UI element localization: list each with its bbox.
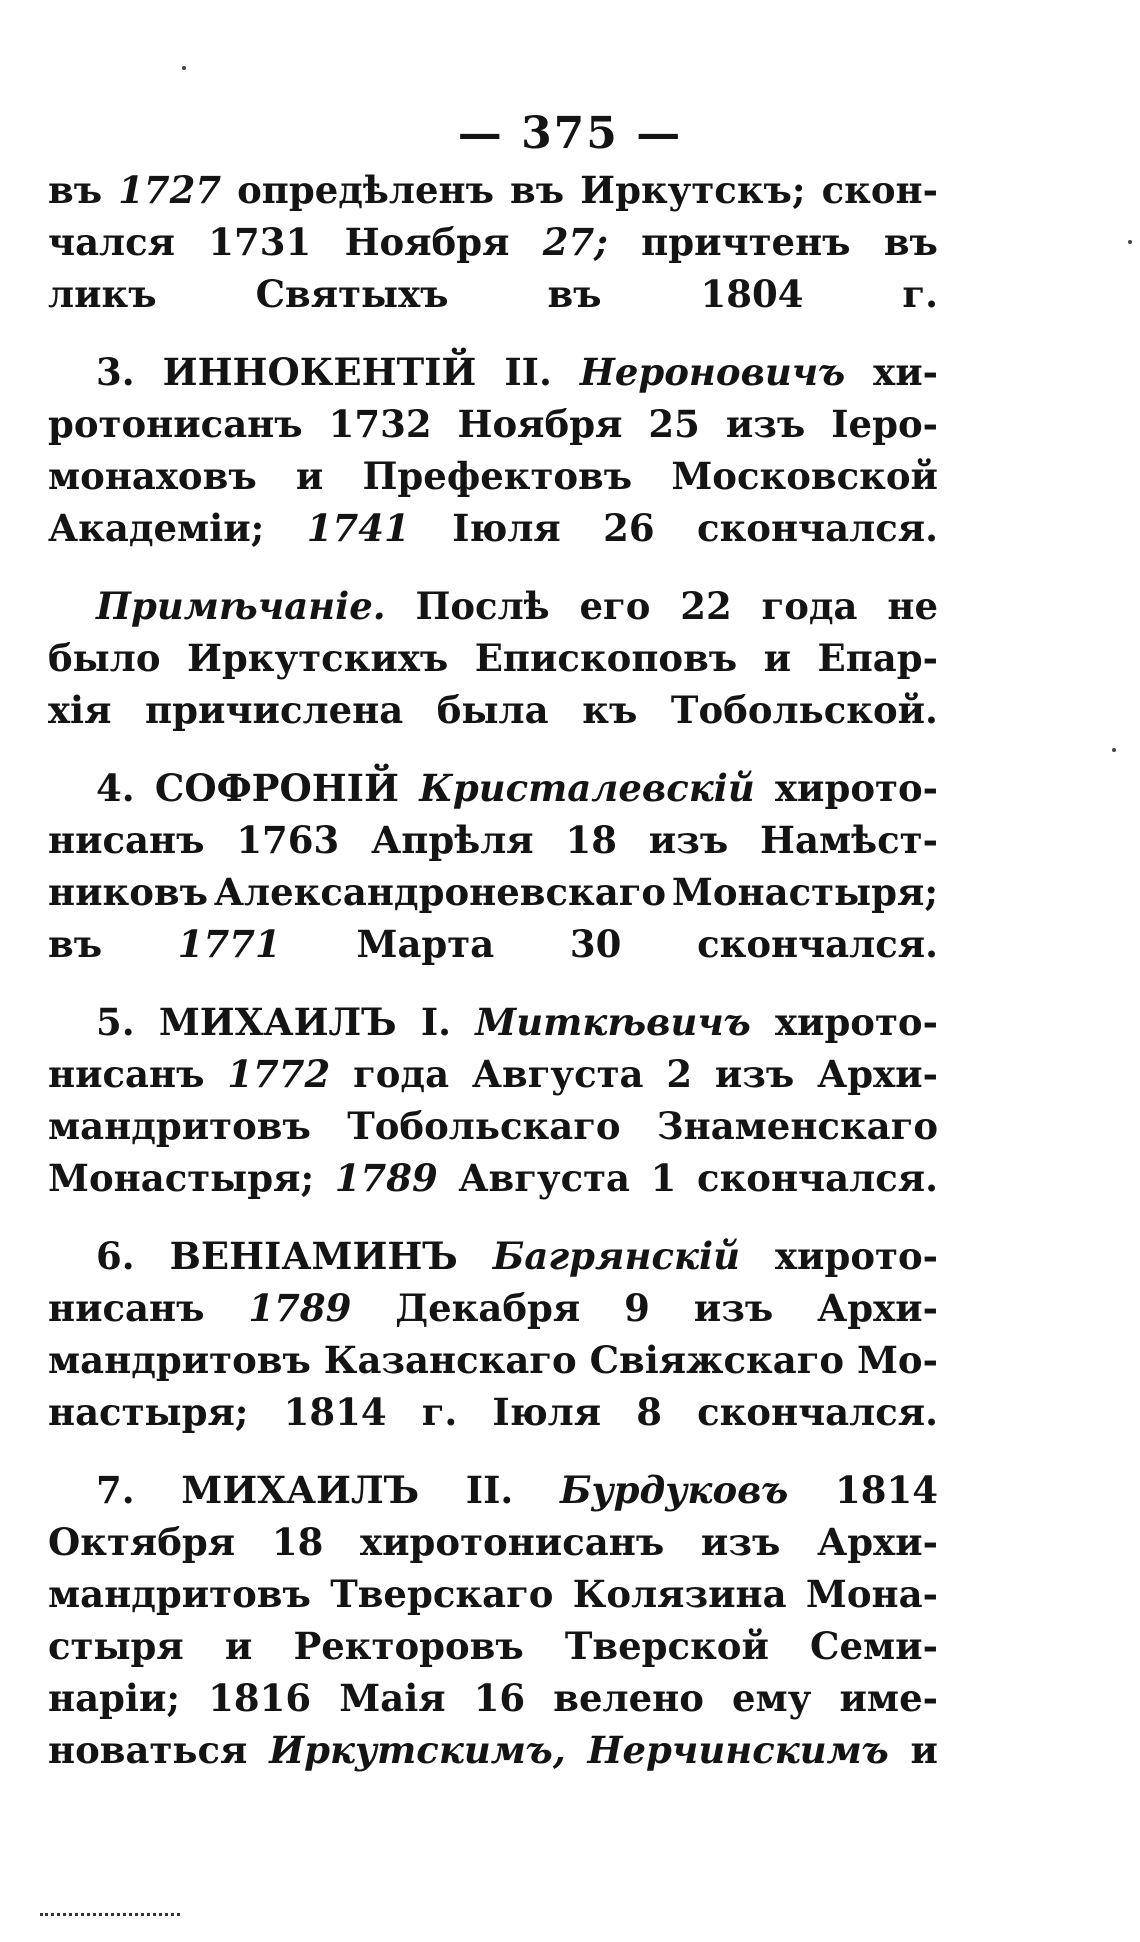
word: I.: [420, 1000, 452, 1044]
word: его: [579, 584, 651, 628]
word: ИННОКЕНТІЙ: [162, 350, 477, 394]
word: наріи;: [48, 1676, 181, 1720]
text-line: [48, 168, 938, 220]
word: Марта: [356, 922, 495, 966]
word: СОФРОНІЙ: [154, 766, 399, 810]
word: Колязина: [572, 1572, 787, 1616]
word: 16: [473, 1676, 526, 1720]
text-line: [48, 1624, 938, 1676]
word: новаться: [48, 1728, 248, 1772]
word: 6.: [96, 1234, 135, 1278]
word: скон-: [821, 168, 938, 212]
word: г.: [902, 272, 938, 316]
print-speck: [1112, 748, 1116, 752]
word: ротонисанъ: [48, 402, 303, 446]
footer-rule: [40, 1909, 180, 1916]
word: Намѣст-: [760, 818, 938, 862]
text-line: [48, 402, 938, 454]
word: Префектовъ: [362, 454, 633, 498]
text-line: [48, 1104, 938, 1156]
word: причтенъ: [641, 220, 851, 264]
word: 1: [650, 1156, 677, 1200]
word: Московской: [671, 454, 938, 498]
word: нисанъ: [48, 818, 205, 862]
word: и: [224, 1624, 253, 1668]
word: изъ: [725, 402, 806, 446]
word: Послѣ: [415, 584, 550, 628]
word: Миткѣвичъ: [475, 1000, 751, 1044]
word: МИХАИЛЪ: [158, 1000, 397, 1044]
word: опредѣленъ: [237, 168, 495, 212]
word: никовъ: [48, 870, 209, 914]
text-line: [48, 1234, 938, 1286]
word: и: [910, 1728, 938, 1772]
word: 4.: [96, 766, 135, 810]
word: нисанъ: [48, 1286, 205, 1330]
word: Нерчинскимъ: [587, 1728, 889, 1772]
word: и: [763, 636, 792, 680]
word: Октября: [48, 1520, 236, 1564]
word: Академіи;: [48, 506, 265, 550]
word: мандритовъ: [48, 1572, 311, 1616]
word: Казанскаго: [323, 1338, 577, 1382]
word: 8: [636, 1390, 662, 1434]
word: Тобольскаго: [347, 1104, 621, 1148]
word: Тверскаго: [330, 1572, 554, 1616]
print-speck: [182, 66, 186, 70]
text-line: [48, 636, 938, 688]
word: ВЕНІАМИНЪ: [169, 1234, 458, 1278]
paragraph: [48, 584, 938, 740]
text-line: [48, 1156, 938, 1208]
word: Иркутскимъ,: [269, 1728, 566, 1772]
word: въ: [510, 168, 565, 212]
word: Мона-: [805, 1572, 938, 1616]
body-text: [48, 168, 938, 1806]
word: стыря: [48, 1624, 184, 1668]
word: 1771: [177, 922, 281, 966]
text-line: [48, 1676, 938, 1728]
word: изъ: [648, 818, 729, 862]
word: 18: [565, 818, 617, 862]
word: къ: [582, 688, 638, 732]
word: Нероновичъ: [579, 350, 846, 394]
word: 27;: [542, 220, 608, 264]
word: въ: [883, 220, 938, 264]
word: хиротонисанъ: [360, 1520, 665, 1564]
word: года: [761, 584, 858, 628]
word: Ректоровъ: [293, 1624, 524, 1668]
word: 26: [603, 506, 655, 550]
word: мандритовъ: [48, 1104, 311, 1148]
print-speck: [1128, 240, 1132, 244]
word: въ: [547, 272, 602, 316]
word: скончался.: [697, 1156, 938, 1200]
word: ему: [732, 1676, 812, 1720]
word: Архи-: [817, 1286, 938, 1330]
word: монаховъ: [48, 454, 257, 498]
text-line: [48, 870, 938, 922]
word: име-: [839, 1676, 938, 1720]
word: 22: [680, 584, 732, 628]
paragraph: [48, 1000, 938, 1208]
word: Мо-: [856, 1338, 938, 1382]
text-line: [48, 1728, 938, 1780]
word: скончался.: [697, 1390, 938, 1434]
word: Іюля: [492, 1390, 602, 1434]
word: Декабря: [395, 1286, 581, 1330]
word: 1731: [208, 220, 312, 264]
word: Ноября: [457, 402, 623, 446]
word: Примѣчаніе.: [96, 584, 386, 628]
word: хи-: [873, 350, 938, 394]
word: хирото-: [774, 766, 938, 810]
word: Знаменскаго: [656, 1104, 938, 1148]
word: 5.: [96, 1000, 135, 1044]
word: была: [436, 688, 549, 732]
word: Бурдуковъ: [559, 1468, 789, 1512]
text-line: [48, 1286, 938, 1338]
word: Святыхъ: [255, 272, 449, 316]
word: года: [353, 1052, 450, 1096]
word: II.: [504, 350, 552, 394]
word: Іюля: [452, 506, 561, 550]
word: изъ: [700, 1520, 781, 1564]
text-line: [48, 1338, 938, 1390]
word: мандритовъ: [48, 1338, 311, 1382]
word: не: [887, 584, 938, 628]
text-line: [48, 1390, 938, 1442]
word: Епар-: [817, 636, 938, 680]
word: Тобольской.: [670, 688, 938, 732]
word: скончался.: [697, 506, 938, 550]
word: 1816: [208, 1676, 312, 1720]
word: изъ: [714, 1052, 795, 1096]
paragraph: [48, 168, 938, 324]
word: Монастыря;: [671, 870, 938, 914]
word: Архи-: [817, 1052, 938, 1096]
word: Свіяжскаго: [589, 1338, 845, 1382]
word: 1789: [248, 1286, 352, 1330]
word: МИХАИЛЪ: [181, 1468, 420, 1512]
word: въ: [48, 922, 103, 966]
text-line: [48, 1572, 938, 1624]
text-line: [48, 506, 938, 558]
word: Иркутскъ;: [580, 168, 806, 212]
word: Епископовъ: [474, 636, 738, 680]
word: 1772: [227, 1052, 331, 1096]
text-line: [48, 454, 938, 506]
word: Августа: [458, 1156, 631, 1200]
word: Тверской: [564, 1624, 769, 1668]
word: хія: [48, 688, 112, 732]
word: въ: [48, 168, 103, 212]
word: 1727: [118, 168, 222, 212]
paragraph: [48, 766, 938, 974]
text-line: [48, 818, 938, 870]
word: Монастыря;: [48, 1156, 315, 1200]
word: ликъ: [48, 272, 157, 316]
word: чался: [48, 220, 176, 264]
word: II.: [465, 1468, 514, 1512]
word: Иркутскихъ: [186, 636, 449, 680]
word: хирото-: [774, 1234, 938, 1278]
text-line: [48, 584, 938, 636]
word: Архи-: [817, 1520, 938, 1564]
text-line: [48, 1468, 938, 1520]
word: 18: [271, 1520, 324, 1564]
paragraph: [48, 350, 938, 558]
text-line: [48, 220, 938, 272]
word: 30: [569, 922, 622, 966]
word: 1804: [700, 272, 804, 316]
word: Ноября: [344, 220, 510, 264]
word: причислена: [145, 688, 404, 732]
word: 25: [648, 402, 700, 446]
text-line: [48, 1520, 938, 1572]
word: и: [295, 454, 324, 498]
word: Багрянскій: [492, 1234, 740, 1278]
word: 3.: [96, 350, 135, 394]
word: Александроневскаго: [213, 870, 667, 914]
word: нисанъ: [48, 1052, 205, 1096]
word: Семи-: [810, 1624, 938, 1668]
word: Кристалевскій: [419, 766, 755, 810]
word: было: [48, 636, 161, 680]
word: настыря;: [48, 1390, 249, 1434]
text-line: [48, 922, 938, 974]
text-line: [48, 272, 938, 324]
word: 7.: [96, 1468, 135, 1512]
paragraph: [48, 1468, 938, 1780]
text-line: [48, 688, 938, 740]
word: хирото-: [774, 1000, 938, 1044]
word: Августа: [471, 1052, 644, 1096]
text-line: [48, 1052, 938, 1104]
word: Іеро-: [831, 402, 938, 446]
word: Апрѣля: [371, 818, 534, 862]
text-line: [48, 1000, 938, 1052]
word: 1732: [328, 402, 432, 446]
word: скончался.: [697, 922, 938, 966]
paragraph: [48, 1234, 938, 1442]
word: 1741: [306, 506, 410, 550]
word: 9: [624, 1286, 650, 1330]
word: велено: [553, 1676, 704, 1720]
word: 1763: [236, 818, 340, 862]
word: 1814: [283, 1390, 387, 1434]
text-line: [48, 766, 938, 818]
word: изъ: [693, 1286, 774, 1330]
word: 2: [666, 1052, 693, 1096]
word: 1789: [334, 1156, 438, 1200]
word: г.: [421, 1390, 458, 1434]
text-line: [48, 350, 938, 402]
page-number: — 375 —: [457, 108, 683, 159]
word: 1814: [835, 1468, 938, 1512]
word: Маія: [339, 1676, 446, 1720]
